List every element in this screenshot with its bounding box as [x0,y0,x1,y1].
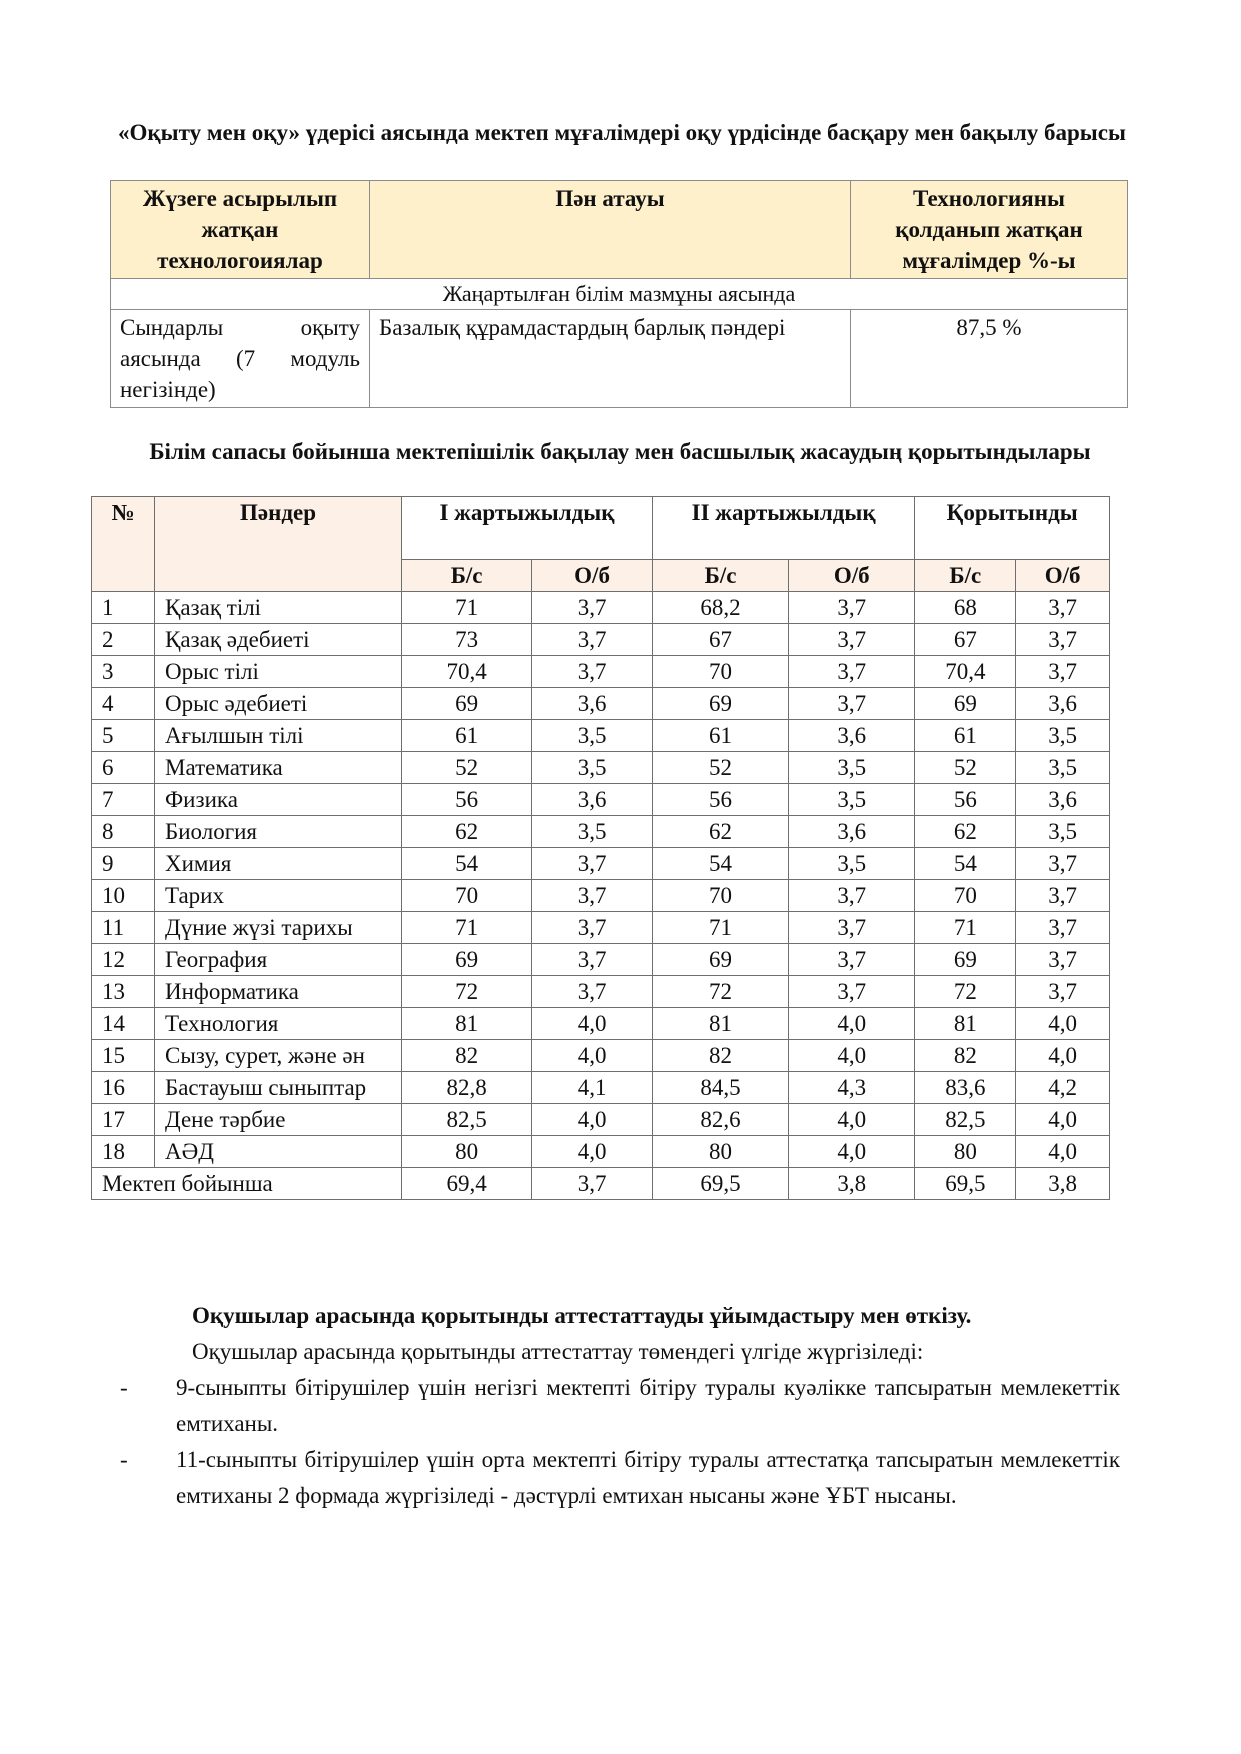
value-ob-sem2: 3,7 [789,592,915,624]
value-ob-total: 3,7 [1016,624,1110,656]
value-bs-sem1: 54 [402,848,532,880]
value-bs-sem2: 84,5 [652,1072,788,1104]
value-bs-total: 61 [915,720,1016,752]
value-ob-sem2: 3,6 [789,720,915,752]
value-bs-total: 54 [915,848,1016,880]
value-bs-sem1: 70 [402,880,532,912]
row-number: 2 [92,624,155,656]
value-bs-total: 62 [915,816,1016,848]
value-ob-sem1: 3,7 [532,624,653,656]
header-number: № [92,497,155,592]
value-ob-sem1: 4,0 [532,1040,653,1072]
value-bs-sem2: 56 [652,784,788,816]
subject-name: Дене тәрбие [155,1104,402,1136]
value-ob-sem2: 3,6 [789,816,915,848]
total-ob-total: 3,8 [1016,1168,1110,1200]
value-bs-sem2: 81 [652,1008,788,1040]
value-ob-total: 4,0 [1016,1040,1110,1072]
value-ob-sem1: 3,7 [532,880,653,912]
value-ob-sem2: 4,0 [789,1040,915,1072]
value-bs-total: 52 [915,752,1016,784]
value-bs-sem2: 69 [652,944,788,976]
subject-name: География [155,944,402,976]
value-ob-sem2: 4,0 [789,1104,915,1136]
value-ob-sem2: 3,7 [789,944,915,976]
total-bs-total: 69,5 [915,1168,1016,1200]
value-ob-total: 3,6 [1016,688,1110,720]
row-number: 13 [92,976,155,1008]
value-bs-sem2: 54 [652,848,788,880]
value-bs-sem1: 80 [402,1136,532,1168]
subject-name: Орыс тілі [155,656,402,688]
value-bs-total: 70 [915,880,1016,912]
header-ob-sem1: О/б [532,560,653,592]
list-item [120,1370,1120,1442]
value-bs-sem1: 71 [402,912,532,944]
value-bs-total: 56 [915,784,1016,816]
subject-name: Химия [155,848,402,880]
section2-title: Білім сапасы бойынша мектепішілік бақылау мен басшылық жасаудың қорытындылары [149,439,1091,464]
value-bs-total: 82 [915,1040,1016,1072]
list-item [120,1442,1120,1514]
percent-cell: 87,5 % [851,310,1128,408]
value-ob-sem1: 3,7 [532,656,653,688]
table-row [92,784,1110,816]
value-bs-total: 81 [915,1008,1016,1040]
section3-lead: Оқушылар арасында қорытынды аттестаттау төмендегі үлгіде жүргізіледі: [192,1339,924,1364]
table-row [92,816,1110,848]
value-ob-sem1: 4,0 [532,1008,653,1040]
value-bs-sem2: 61 [652,720,788,752]
subject-name: Информатика [155,976,402,1008]
value-bs-total: 83,6 [915,1072,1016,1104]
value-ob-total: 3,7 [1016,880,1110,912]
table-row [92,720,1110,752]
subject-cell: Базалық құрамдастардың барлық пәндері [370,310,851,408]
row-number: 7 [92,784,155,816]
value-ob-sem1: 3,6 [532,784,653,816]
header-total: Қорытынды [915,497,1110,560]
value-bs-sem2: 69 [652,688,788,720]
value-ob-sem1: 3,7 [532,912,653,944]
value-ob-sem1: 3,7 [532,976,653,1008]
total-bs-sem2: 69,5 [652,1168,788,1200]
value-ob-sem1: 3,5 [532,720,653,752]
header-bs-sem2: Б/с [652,560,788,592]
value-bs-sem1: 69 [402,688,532,720]
value-ob-sem1: 3,7 [532,944,653,976]
value-ob-total: 3,6 [1016,784,1110,816]
subject-name: Технология [155,1008,402,1040]
value-ob-sem2: 3,7 [789,912,915,944]
bullet-dash: - [120,1375,128,1400]
table-row [92,912,1110,944]
value-bs-total: 70,4 [915,656,1016,688]
value-ob-total: 3,7 [1016,592,1110,624]
value-ob-sem2: 3,5 [789,784,915,816]
value-bs-sem2: 52 [652,752,788,784]
value-bs-total: 71 [915,912,1016,944]
value-ob-sem2: 3,7 [789,688,915,720]
value-bs-sem2: 68,2 [652,592,788,624]
value-bs-sem1: 81 [402,1008,532,1040]
subject-name: Тарих [155,880,402,912]
value-bs-sem2: 71 [652,912,788,944]
value-ob-total: 4,0 [1016,1104,1110,1136]
table-row [92,944,1110,976]
value-bs-sem1: 72 [402,976,532,1008]
technology-table-header [111,181,1128,279]
total-bs-sem1: 69,4 [402,1168,532,1200]
value-ob-sem2: 4,0 [789,1008,915,1040]
row-number: 1 [92,592,155,624]
header-subject-name: Пән атауы [370,181,851,279]
value-ob-sem2: 3,7 [789,656,915,688]
value-bs-total: 69 [915,944,1016,976]
table-row [92,592,1110,624]
subject-name: Орыс әдебиеті [155,688,402,720]
value-bs-total: 69 [915,688,1016,720]
value-ob-sem1: 3,5 [532,752,653,784]
value-ob-total: 3,7 [1016,912,1110,944]
table-row [92,752,1110,784]
value-ob-total: 4,0 [1016,1136,1110,1168]
value-ob-sem2: 4,0 [789,1136,915,1168]
header-ob-total: О/б [1016,560,1110,592]
value-bs-sem1: 71 [402,592,532,624]
value-ob-total: 3,7 [1016,944,1110,976]
value-ob-total: 3,5 [1016,816,1110,848]
value-bs-sem2: 62 [652,816,788,848]
row-number: 3 [92,656,155,688]
row-number: 8 [92,816,155,848]
row-number: 5 [92,720,155,752]
row-number: 18 [92,1136,155,1168]
value-bs-sem1: 61 [402,720,532,752]
value-bs-total: 80 [915,1136,1016,1168]
row-number: 16 [92,1072,155,1104]
subject-name: Биология [155,816,402,848]
technology-table-span-row [111,279,1128,310]
value-bs-sem1: 52 [402,752,532,784]
value-bs-sem1: 69 [402,944,532,976]
school-total-label: Мектеп бойынша [92,1168,402,1200]
value-bs-total: 82,5 [915,1104,1016,1136]
value-ob-sem1: 4,0 [532,1104,653,1136]
value-bs-sem2: 82 [652,1040,788,1072]
table-row [92,848,1110,880]
header-teacher-percent: Технологияны қолданып жатқан мұғалімдер %-ы [851,181,1128,279]
header-technologies: Жүзеге асырылып жатқан технологоиялар [111,181,370,279]
row-number: 17 [92,1104,155,1136]
table-row [92,1040,1110,1072]
value-ob-total: 3,5 [1016,720,1110,752]
school-total-row [92,1168,1110,1200]
table-row [92,688,1110,720]
value-bs-sem1: 73 [402,624,532,656]
row-number: 14 [92,1008,155,1040]
header-semester-2: ІІ жартыжылдық [652,497,914,560]
section3-title: Оқушылар арасында қорытынды аттестаттауды ұйымдастыру мен өткізу. [192,1303,972,1328]
row-number: 15 [92,1040,155,1072]
subject-name: Математика [155,752,402,784]
header-semester-1: І жартыжылдық [402,497,653,560]
quality-results-table [91,496,1110,1200]
value-ob-total: 3,7 [1016,976,1110,1008]
value-ob-sem2: 3,5 [789,848,915,880]
value-ob-sem2: 3,7 [789,976,915,1008]
quality-table-body [92,592,1110,1200]
value-ob-sem2: 3,7 [789,624,915,656]
row-number: 4 [92,688,155,720]
value-ob-total: 3,7 [1016,656,1110,688]
subject-name: АӘД [155,1136,402,1168]
technology-cell: Сындарлы оқыту аясында (7 модуль негізінде) [111,310,370,408]
value-ob-sem1: 3,7 [532,848,653,880]
table-row [92,624,1110,656]
subject-name: Бастауыш сыныптар [155,1072,402,1104]
value-bs-sem1: 70,4 [402,656,532,688]
subject-name: Қазақ әдебиеті [155,624,402,656]
bullet-text: 11-сыныпты бітірушілер үшін орта мектепті бітіру туралы аттестатқа тапсыратын мемлекеттік емтиханы 2 формада жүргізіледі - дәстүрлі емтихан нысаны және ҰБТ нысаны. [176,1447,1120,1508]
value-bs-sem2: 67 [652,624,788,656]
value-ob-sem2: 4,3 [789,1072,915,1104]
table-row [92,976,1110,1008]
attestation-section [120,1298,1120,1514]
value-bs-sem1: 82 [402,1040,532,1072]
subject-name: Ағылшын тілі [155,720,402,752]
value-bs-sem1: 82,8 [402,1072,532,1104]
technology-table [110,180,1128,408]
header-bs-sem1: Б/с [402,560,532,592]
header-subjects: Пәндер [155,497,402,592]
value-bs-sem1: 82,5 [402,1104,532,1136]
subject-name: Сызу, сурет, және ән [155,1040,402,1072]
subject-name: Дүние жүзі тарихы [155,912,402,944]
updated-content-label: Жаңартылған білім мазмұны аясында [111,279,1128,310]
section1-title: «Оқыту мен оқу» үдерісі аясында мектеп мұғалімдері оқу үрдісінде басқару мен бақылу барысы [118,120,1126,145]
value-ob-sem1: 3,7 [532,592,653,624]
table-row [92,1104,1110,1136]
subject-name: Физика [155,784,402,816]
value-bs-sem2: 70 [652,880,788,912]
header-ob-sem2: О/б [789,560,915,592]
row-number: 10 [92,880,155,912]
table-row [92,880,1110,912]
table-row [92,656,1110,688]
total-ob-sem2: 3,8 [789,1168,915,1200]
value-bs-sem2: 70 [652,656,788,688]
value-bs-total: 72 [915,976,1016,1008]
value-bs-sem2: 82,6 [652,1104,788,1136]
value-ob-sem2: 3,7 [789,880,915,912]
value-ob-sem1: 4,1 [532,1072,653,1104]
value-ob-total: 4,0 [1016,1008,1110,1040]
row-number: 9 [92,848,155,880]
table-row [111,310,1128,408]
value-bs-sem1: 62 [402,816,532,848]
value-ob-total: 3,7 [1016,848,1110,880]
value-bs-sem2: 72 [652,976,788,1008]
value-ob-total: 4,2 [1016,1072,1110,1104]
value-bs-sem2: 80 [652,1136,788,1168]
value-bs-sem1: 56 [402,784,532,816]
value-ob-sem2: 3,5 [789,752,915,784]
row-number: 11 [92,912,155,944]
value-ob-sem1: 4,0 [532,1136,653,1168]
value-bs-total: 67 [915,624,1016,656]
row-number: 6 [92,752,155,784]
bullet-dash: - [120,1447,128,1472]
quality-table-header-row [92,497,1110,560]
value-ob-sem1: 3,6 [532,688,653,720]
total-ob-sem1: 3,7 [532,1168,653,1200]
table-row [92,1008,1110,1040]
subject-name: Қазақ тілі [155,592,402,624]
header-bs-total: Б/с [915,560,1016,592]
value-ob-sem1: 3,5 [532,816,653,848]
table-row [92,1072,1110,1104]
value-bs-total: 68 [915,592,1016,624]
value-ob-total: 3,5 [1016,752,1110,784]
bullet-text: 9-сыныпты бітірушілер үшін негізгі мектепті бітіру туралы куәлікке тапсыратын мемлекеттік емтиханы. [176,1375,1120,1436]
table-row [92,1136,1110,1168]
row-number: 12 [92,944,155,976]
